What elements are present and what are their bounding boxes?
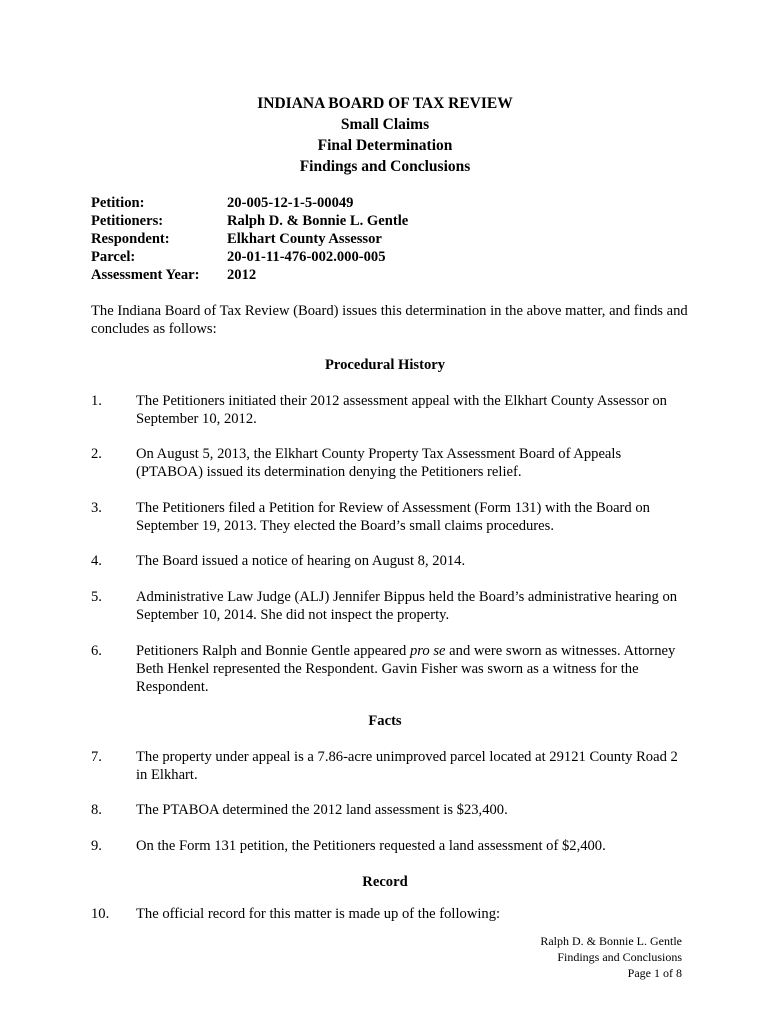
item-text: The Petitioners filed a Petition for Review of Assessment (Form 131) with the Board on September 19, 2013. They elected the Board’s small claims procedures. [136, 500, 650, 534]
title-line-final-determination: Final Determination [317, 137, 453, 154]
item-number: 4. [91, 553, 102, 569]
list-item [91, 445, 691, 481]
item-text-part: and were sworn as witnesses. Attorney Beth Henkel represented the Respondent. Gavin Fisher was sworn as a witness for the Respondent. [136, 643, 676, 695]
item-text-italic: pro se [409, 643, 446, 659]
item-text: On the Form 131 petition, the Petitioners requested a land assessment of $2,400. [136, 838, 606, 854]
list-item [91, 801, 691, 819]
meta-label: Respondent: [91, 231, 170, 247]
item-number: 2. [91, 446, 102, 462]
item-number: 5. [91, 589, 102, 605]
item-text-part: Petitioners Ralph and Bonnie Gentle appeared [136, 643, 410, 659]
meta-label: Petitioners: [91, 213, 164, 229]
item-text: The property under appeal is a 7.86-acre unimproved parcel located at 29121 County Road 2 in Elkhart. [136, 749, 678, 783]
footer-page-number: Page 1 of 8 [627, 966, 682, 980]
meta-value: Elkhart County Assessor [227, 231, 382, 247]
page-footer [540, 933, 682, 981]
meta-value: 20-005-12-1-5-00049 [227, 195, 354, 211]
item-text: The official record for this matter is made up of the following: [136, 906, 501, 922]
item-number: 9. [91, 838, 102, 854]
document-title [0, 93, 770, 177]
intro-paragraph: The Indiana Board of Tax Review (Board) issues this determination in the above matter, and finds and concludes as follows: [91, 303, 688, 337]
item-text: Administrative Law Judge (ALJ) Jennifer Bippus held the Board’s administrative hearing on September 10, 2014. She did not inspect the property. [136, 589, 678, 623]
list-item [91, 552, 691, 570]
meta-row-assessment-year [91, 266, 408, 284]
list-item [91, 392, 691, 428]
meta-row-respondent [91, 230, 408, 248]
heading-facts: Facts [368, 713, 402, 729]
list-item [91, 905, 691, 923]
list-item [91, 588, 691, 624]
item-number: 10. [91, 906, 110, 922]
footer-case-name: Ralph D. & Bonnie L. Gentle [540, 934, 682, 948]
item-number: 1. [91, 393, 102, 409]
item-number: 8. [91, 802, 102, 818]
meta-value: 2012 [227, 267, 257, 283]
list-item [91, 642, 691, 696]
meta-value: 20-01-11-476-002.000-005 [227, 249, 386, 265]
item-number: 3. [91, 500, 102, 516]
heading-record: Record [362, 874, 408, 890]
meta-label: Assessment Year: [91, 267, 200, 283]
meta-row-petitioners [91, 212, 408, 230]
item-text: The Board issued a notice of hearing on August 8, 2014. [136, 553, 466, 569]
meta-label: Petition: [91, 195, 145, 211]
item-text [136, 642, 691, 696]
case-metadata [91, 194, 408, 284]
list-item [91, 837, 691, 855]
item-text: The PTABOA determined the 2012 land assessment is $23,400. [136, 802, 508, 818]
heading-procedural-history: Procedural History [324, 357, 446, 373]
list-item [91, 748, 691, 784]
meta-row-petition [91, 194, 408, 212]
item-number: 7. [91, 749, 102, 765]
list-item [91, 499, 691, 535]
item-text: On August 5, 2013, the Elkhart County Property Tax Assessment Board of Appeals (PTABOA) issued its determination denying the Petitioners relief. [136, 446, 622, 480]
item-number: 6. [91, 643, 102, 659]
meta-row-parcel [91, 248, 408, 266]
item-text: The Petitioners initiated their 2012 assessment appeal with the Elkhart County Assessor on September 10, 2012. [136, 393, 667, 427]
meta-label: Parcel: [91, 249, 136, 265]
title-line-findings: Findings and Conclusions [299, 158, 471, 175]
title-line-small-claims: Small Claims [340, 116, 430, 133]
meta-value: Ralph D. & Bonnie L. Gentle [227, 213, 409, 229]
footer-doc-title: Findings and Conclusions [557, 950, 682, 964]
title-line-board: INDIANA BOARD OF TAX REVIEW [257, 95, 513, 112]
